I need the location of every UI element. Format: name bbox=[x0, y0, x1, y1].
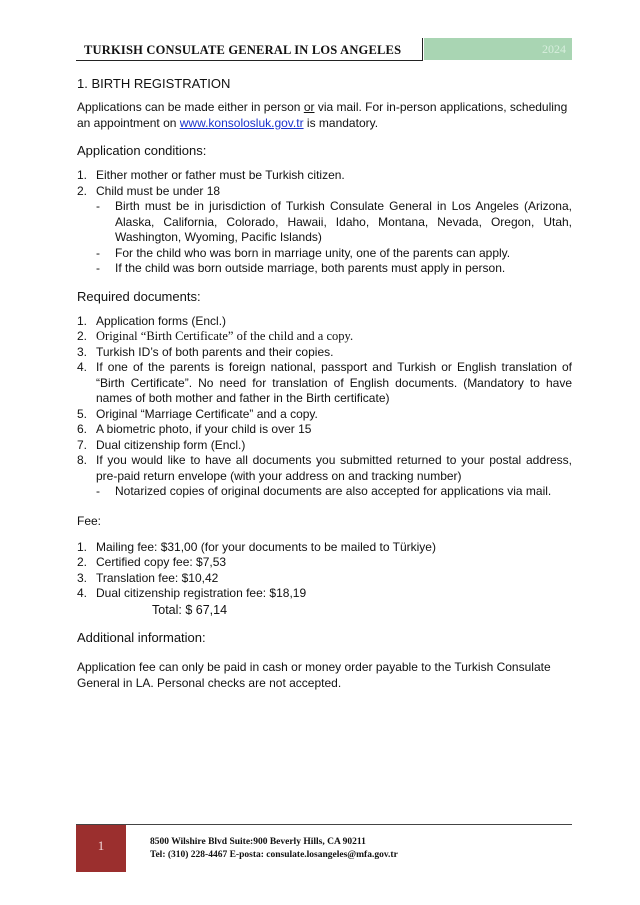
page-number-box bbox=[76, 825, 126, 872]
website-link[interactable]: www.konsolosluk.gov.tr bbox=[179, 116, 304, 130]
list-item: 1. Application forms (Encl.) bbox=[77, 313, 227, 328]
document-body bbox=[77, 76, 572, 691]
list-item: 2. Original “Birth Certificate” of the child and a copy. bbox=[77, 329, 354, 343]
list-item: 1. Either mother or father must be Turkish citizen. bbox=[77, 168, 345, 182]
list-item: 2. Child must be under 18 bbox=[77, 183, 221, 198]
conditions-list bbox=[77, 168, 572, 277]
sub-list-item: - Notarized copies of original documents are also accepted for applications via mail. bbox=[96, 484, 552, 498]
list-item: 4. If one of the parents is foreign national, passport and Turkish or English translation of “Birth Certificate”. No need for translation of English documents. (Mandatory to have names of both mother and father in the Birth certificate) bbox=[77, 360, 572, 405]
section-title: 1. BIRTH REGISTRATION bbox=[77, 76, 231, 91]
footer-address: 8500 Wilshire Blvd Suite:900 Beverly Hills, CA 90211 bbox=[150, 837, 366, 847]
list-item: 2. Certified copy fee: $7,53 bbox=[77, 555, 227, 569]
list-item: 5. Original “Marriage Certificate” and a copy. bbox=[77, 406, 318, 421]
intro-paragraph bbox=[77, 99, 572, 131]
intro-or: or bbox=[303, 100, 315, 114]
additional-text: Application fee can only be paid in cash or money order payable to the Turkish Consulate General in LA. Personal checks are not accepted. bbox=[77, 659, 551, 690]
list-item: 4. Dual citizenship registration fee: $18,19 bbox=[77, 586, 307, 600]
documents-list bbox=[77, 314, 572, 500]
header-divider bbox=[422, 38, 423, 61]
list-item: 6. A biometric photo, if your child is over 15 bbox=[77, 422, 312, 436]
intro-text-c: is mandatory. bbox=[303, 116, 379, 130]
header-title: TURKISH CONSULATE GENERAL IN LOS ANGELES bbox=[84, 43, 402, 57]
documents-heading: Required documents: bbox=[77, 288, 201, 304]
sub-list-item: - Birth must be in jurisdiction of Turkish Consulate General in Los Angeles (Arizona, Alaska, California, Colorado, Hawaii, Idaho, Montana, Nevada, Oregon, Utah, Washington, Wyoming, Pacific Islands) bbox=[96, 199, 572, 244]
footer-phone-email: Tel: (310) 228-4467 E-posta: consulate.losangeles@mfa.gov.tr bbox=[150, 849, 398, 860]
footer-rule bbox=[76, 824, 572, 825]
header-rule bbox=[76, 60, 422, 61]
page-header bbox=[76, 38, 572, 60]
list-item: 8. If you would like to have all documents you submitted returned to your postal address, pre-paid return envelope (with your address on and tracking number) bbox=[77, 453, 572, 483]
page-number: 1 bbox=[97, 838, 105, 853]
intro-text-b: via mail. For in-person applications, scheduling an appointment on bbox=[77, 100, 568, 130]
intro-text-a: Applications can be made either in person bbox=[77, 100, 304, 114]
fee-list bbox=[77, 540, 572, 602]
footer-contact bbox=[150, 836, 398, 861]
fee-total: Total: $ 67,14 bbox=[152, 602, 228, 617]
additional-heading: Additional information: bbox=[77, 629, 206, 645]
list-item: 3. Turkish ID’s of both parents and their copies. bbox=[77, 344, 334, 359]
header-year-box bbox=[424, 38, 572, 60]
header-year: 2024 bbox=[542, 42, 566, 56]
conditions-heading: Application conditions: bbox=[77, 143, 207, 158]
sub-list-item: - For the child who was born in marriage unity, one of the parents can apply. bbox=[96, 245, 511, 260]
list-item: 3. Translation fee: $10,42 bbox=[77, 570, 219, 585]
fee-heading: Fee: bbox=[77, 513, 102, 528]
list-item: 7. Dual citizenship form (Encl.) bbox=[77, 437, 246, 452]
list-item: 1. Mailing fee: $31,00 (for your documents to be mailed to Türkiye) bbox=[77, 539, 436, 554]
sub-list-item: - If the child was born outside marriage, both parents must apply in person. bbox=[96, 261, 506, 275]
